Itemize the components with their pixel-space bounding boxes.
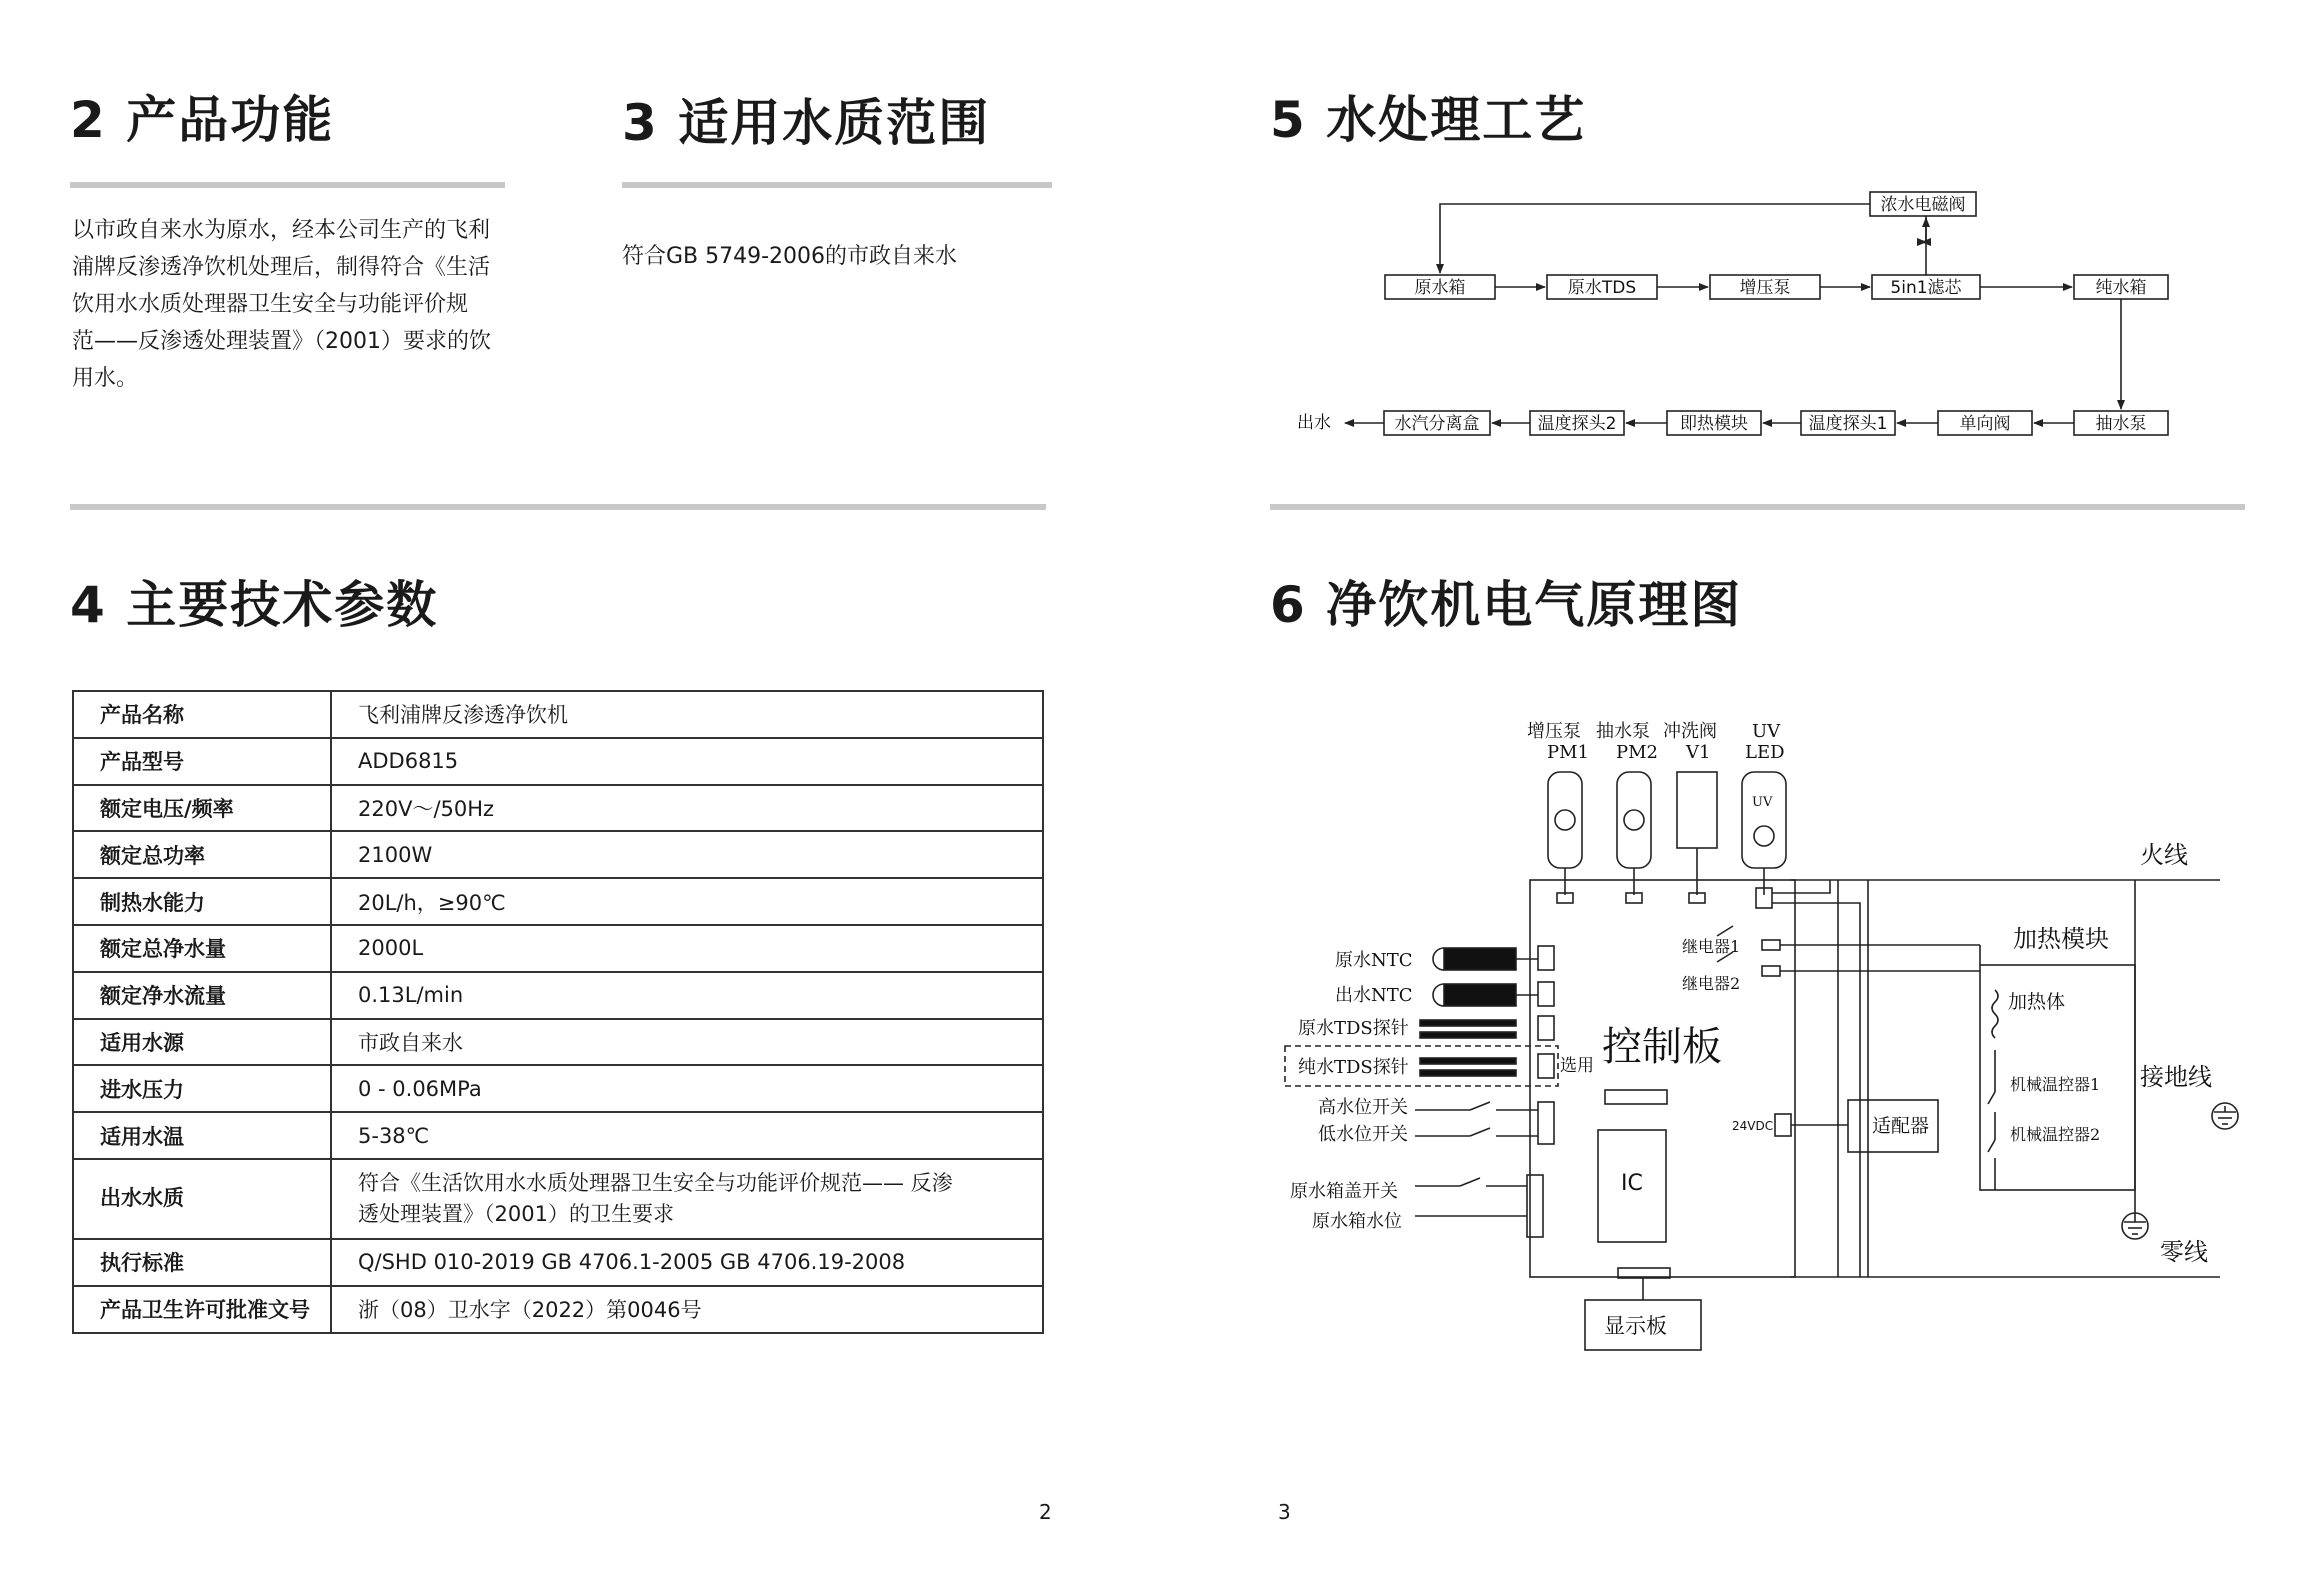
spec-key: 额定净水流量 [73,972,331,1019]
spec-value: 0.13L/min [331,972,1043,1019]
label-thermo1: 机械温控器1 [2010,1075,2101,1094]
out-ntc-probe [1444,984,1516,1006]
control-board-outline [1530,880,1795,1277]
spec-value: ADD6815 [331,738,1043,785]
label-check-valve: 单向阀 [1959,414,2011,434]
spec-value: 2100W [331,831,1043,878]
label-flush-code: V1 [1686,742,1711,763]
label-flush: 冲洗阀 [1663,721,1717,742]
label-low-level: 低水位开关 [1318,1124,1408,1145]
spec-key: 出水水质 [73,1159,331,1239]
spec-value: 220V～/50Hz [331,785,1043,832]
spec-value: 20L/h，≥90℃ [331,878,1043,925]
label-optional: 选用 [1560,1056,1594,1076]
body-line: 用水。 [72,366,139,391]
body-line: 以市政自来水为原水，经本公司生产的飞利 [72,218,491,243]
section-5-title: 5 水处理工艺 [1270,91,1587,149]
spec-key: 额定总功率 [73,831,331,878]
label-relay1: 继电器1 [1682,937,1741,956]
label-pump-code: PM2 [1616,742,1658,763]
uv-led-body [1742,772,1786,868]
label-thermo2: 机械温控器2 [2010,1125,2101,1144]
page-number: 2 [1039,1500,1052,1524]
spec-key: 执行标准 [73,1239,331,1286]
label-pump: 抽水泵 [2095,414,2147,434]
motor-symbol [1624,810,1644,830]
label-uv: UV [1752,721,1781,742]
label-adapter: 适配器 [1872,1115,1930,1137]
flush-valve-body [1677,772,1717,848]
booster-pump-body [1548,772,1582,868]
body-line: 浦牌反渗透净饮机处理后，制得符合《生活 [72,255,491,280]
spec-key: 进水压力 [73,1065,331,1112]
spec-value: Q/SHD 010-2019 GB 4706.1-2005 GB 4706.19-2008 [331,1239,1043,1286]
label-raw-tds: 原水TDS [1567,278,1637,298]
page-number: 3 [1278,1500,1291,1524]
label-separator: 水汽分离盒 [1394,414,1480,434]
section-6-title: 6 净饮机电气原理图 [1270,576,1743,634]
label-display: 显示板 [1604,1314,1667,1338]
pump-body [1617,772,1651,868]
label-heater: 即热模块 [1680,414,1748,434]
spec-key: 额定电压/频率 [73,785,331,832]
led-symbol [1754,826,1774,846]
spec-key: 适用水源 [73,1019,331,1066]
label-pump: 抽水泵 [1596,721,1650,742]
section-2-title: 2 产品功能 [70,91,335,149]
label-concentrate-valve: 浓水电磁阀 [1880,195,1966,215]
section-4-title: 4 主要技术参数 [70,576,439,634]
spec-value-line: 透处理装置》（2001）的卫生要求 [358,1201,674,1226]
label-outlet: 出水 [1297,413,1331,433]
label-pure-tank: 纯水箱 [2095,278,2147,298]
spec-key: 产品型号 [73,738,331,785]
body-line: 范——反渗透处理装置》（2001）要求的饮 [72,329,491,354]
body-line: 饮用水水质处理器卫生安全与功能评价规 [72,292,469,317]
label-out-ntc: 出水NTC [1335,985,1413,1006]
spec-key: 制热水能力 [73,878,331,925]
heater-coil [1992,990,1998,1038]
section-3-body: 符合GB 5749-2006的市政自来水 [622,244,958,269]
label-raw-level: 原水箱水位 [1312,1211,1402,1232]
label-uv-code: LED [1745,742,1785,763]
spec-key: 产品名称 [73,691,331,738]
label-temp-probe2: 温度探头2 [1537,414,1617,434]
spec-value: 5-38℃ [331,1112,1043,1159]
spec-key: 适用水温 [73,1112,331,1159]
label-uv-badge: UV [1752,795,1773,810]
label-live: 火线 [2140,841,2188,869]
spec-value: 2000L [331,925,1043,972]
label-heat-module: 加热模块 [2013,925,2109,953]
label-control-board: 控制板 [1602,1024,1722,1070]
label-filter: 5in1滤芯 [1890,278,1962,298]
label-high-level: 高水位开关 [1318,1097,1408,1118]
label-relay2: 继电器2 [1682,974,1741,993]
label-raw-tds: 原水TDS探针 [1298,1018,1409,1039]
spec-value: 浙（08）卫水字（2022）第0046号 [331,1286,1043,1333]
label-ic: IC [1621,1171,1643,1196]
spec-key: 额定总净水量 [73,925,331,972]
spec-value: 飞利浦牌反渗透净饮机 [331,691,1043,738]
label-booster-code: PM1 [1547,742,1589,763]
label-ground: 接地线 [2140,1063,2212,1091]
label-booster: 增压泵 [1527,721,1581,742]
label-lid-switch: 原水箱盖开关 [1290,1181,1398,1202]
label-raw-ntc: 原水NTC [1335,950,1413,971]
spec-key: 产品卫生许可批准文号 [73,1286,331,1333]
raw-ntc-probe [1444,948,1516,970]
motor-symbol [1555,810,1575,830]
label-neutral: 零线 [2160,1238,2208,1266]
label-heater-body: 加热体 [2008,991,2066,1013]
label-vdc: 24VDC [1732,1119,1774,1133]
label-booster-pump: 增压泵 [1739,278,1791,298]
spec-value: 0 - 0.06MPa [331,1065,1043,1112]
section-3-title: 3 适用水质范围 [622,94,991,152]
spec-value-line: 符合《生活饮用水水质处理器卫生安全与功能评价规范—— 反渗 [358,1170,953,1195]
label-raw-tank: 原水箱 [1414,278,1466,298]
spec-value: 市政自来水 [331,1019,1043,1066]
label-pure-tds: 纯水TDS探针 [1298,1057,1409,1078]
label-temp-probe1: 温度探头1 [1808,414,1888,434]
